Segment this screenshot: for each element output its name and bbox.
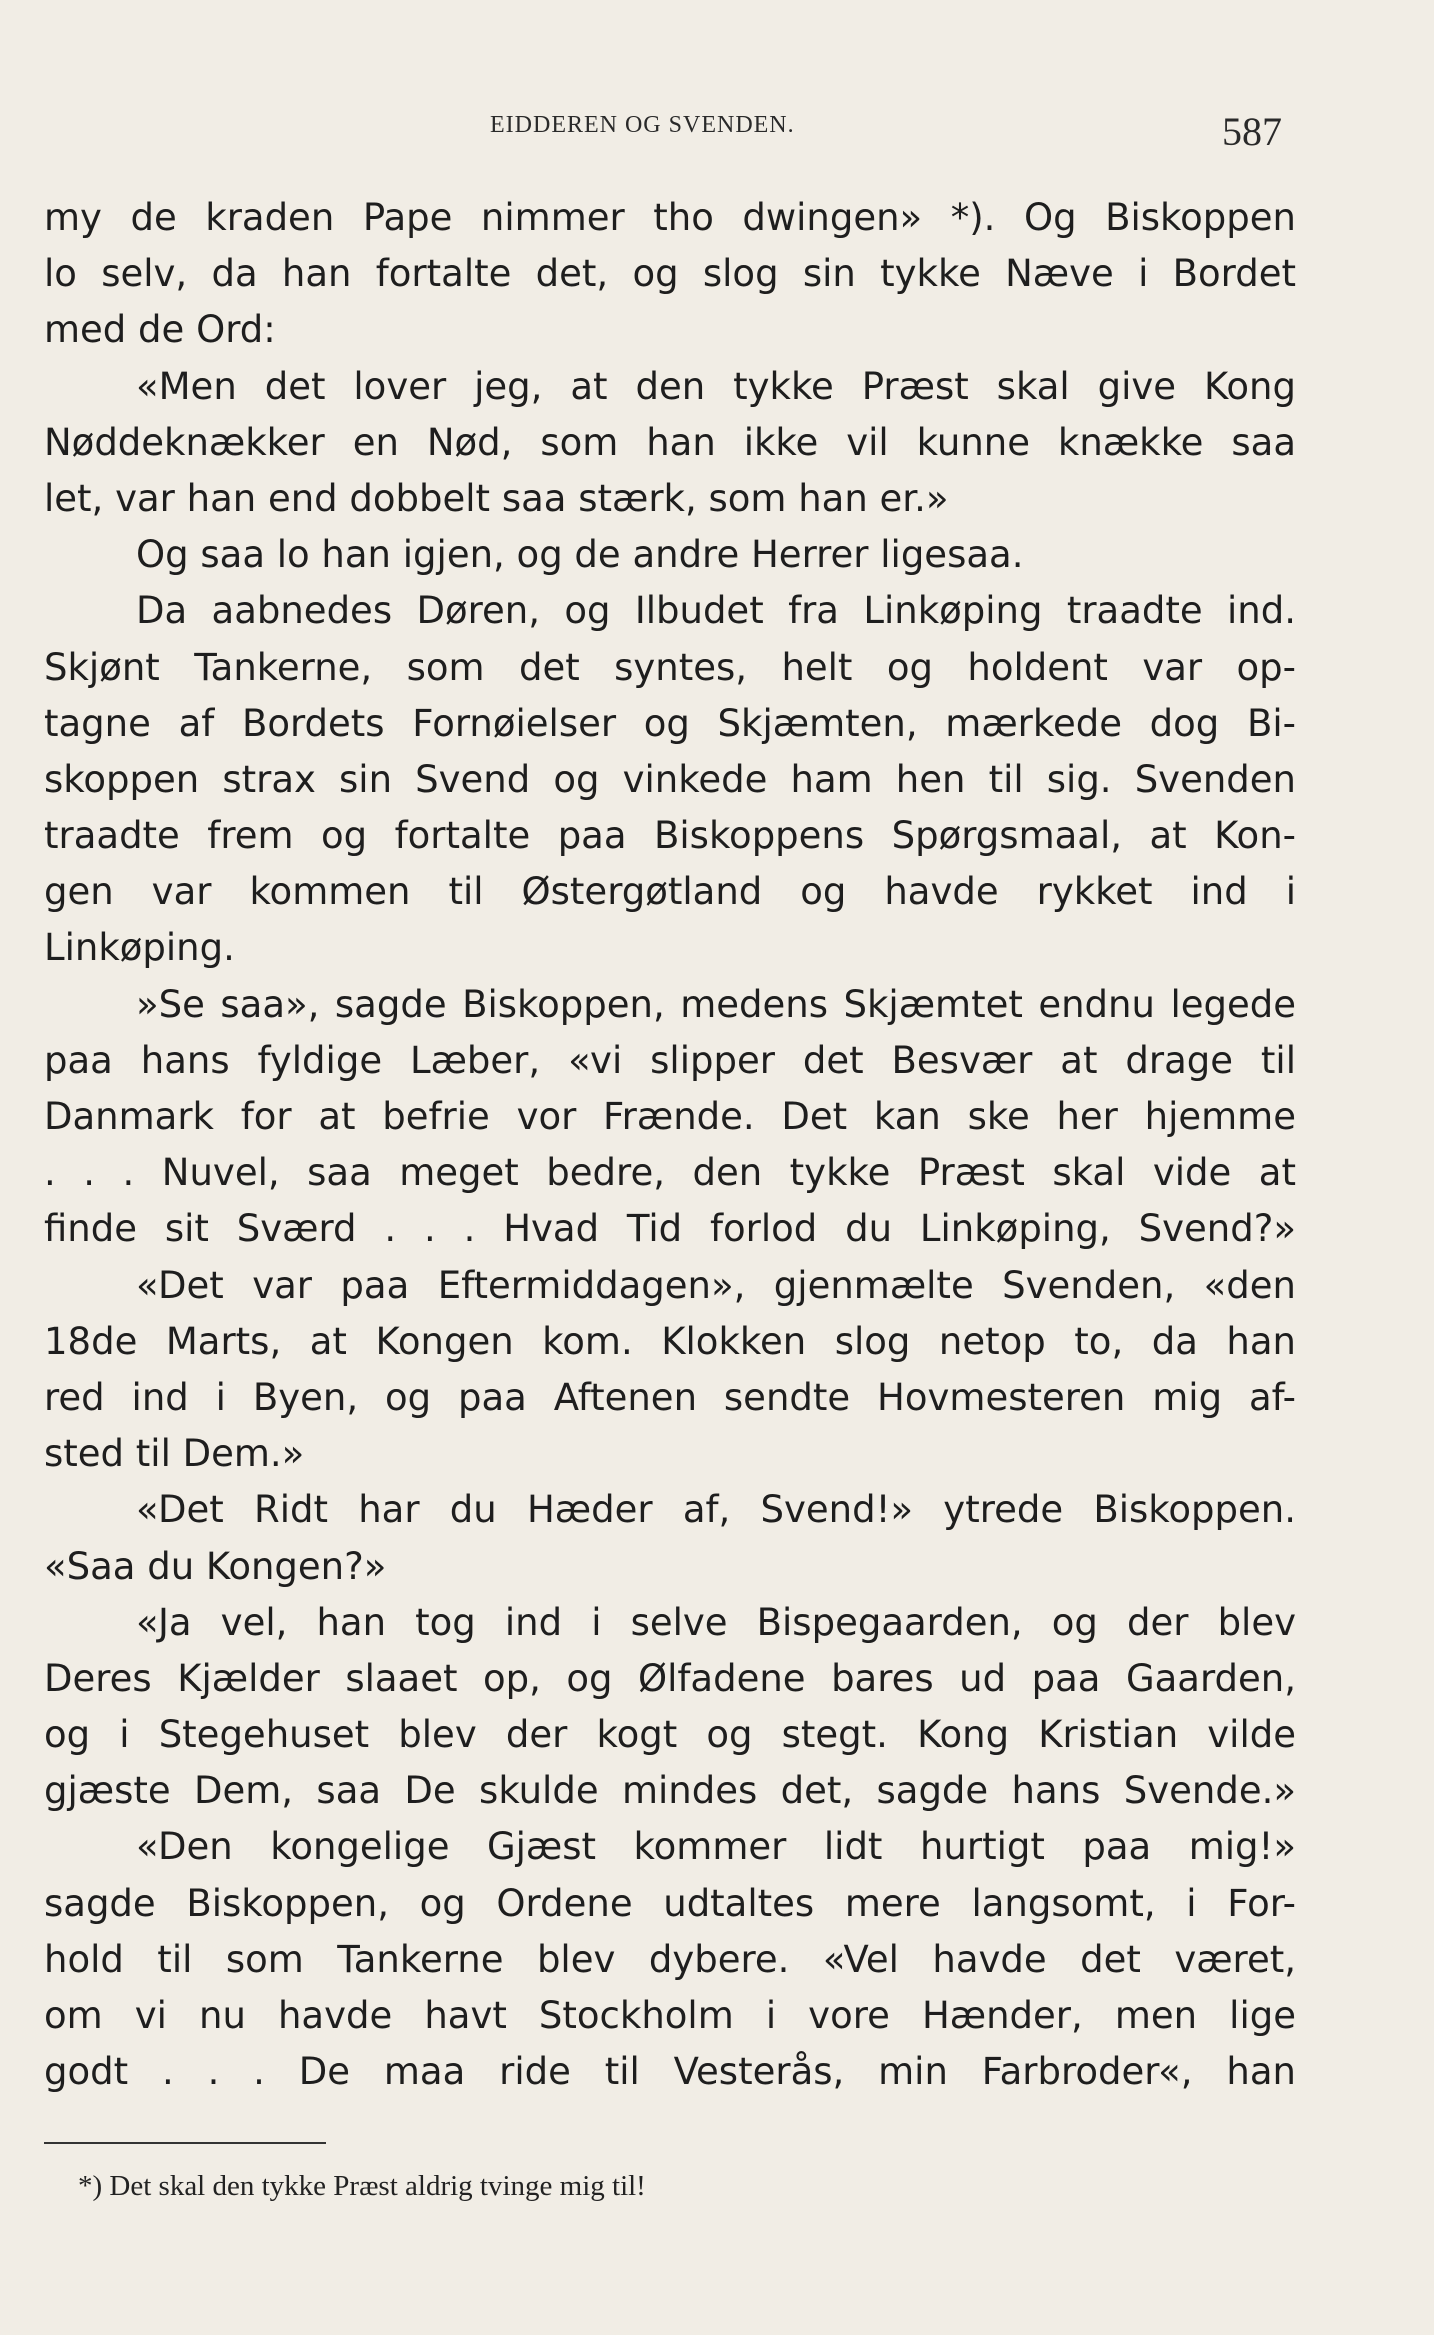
page-number: 587 — [1222, 109, 1282, 154]
text-line: Nøddeknækker en Nød, som han ikke vil kunne knække saa — [44, 420, 1296, 464]
text-line: Og saa lo han igjen, og de andre Herrer ligesaa. — [136, 533, 1024, 577]
text-line: red ind i Byen, og paa Aftenen sendte Hovmesteren mig af- — [44, 1375, 1296, 1419]
text-line: sagde Biskoppen, og Ordene udtaltes mere langsomt, i For- — [44, 1881, 1296, 1925]
running-title: EIDDEREN OG SVENDEN. — [490, 112, 795, 138]
text-line: finde sit Sværd . . . Hvad Tid forlod du Linkøping, Svend?» — [44, 1207, 1296, 1251]
text-line: gjæste Dem, saa De skulde mindes det, sagde hans Svende.» — [44, 1769, 1296, 1813]
text-line: my de kraden Pape nimmer tho dwingen» *). Og Biskoppen — [44, 196, 1296, 239]
text-line: «Men det lover jeg, at den tykke Præst skal give Kong — [136, 364, 1296, 408]
text-line: «Ja vel, han tog ind i selve Bispegaarden, og der blev — [136, 1600, 1296, 1644]
text-line: «Det var paa Eftermiddagen», gjenmælte Svenden, «den — [136, 1263, 1296, 1307]
text-line: tagne af Bordets Fornøielser og Skjæmten, mærkede dog Bi- — [44, 701, 1296, 745]
text-line: paa hans fyldige Læber, «vi slipper det Besvær at drage til — [44, 1038, 1296, 1082]
text-line: med de Ord: — [44, 308, 276, 352]
text-line: Danmark for at befrie vor Frænde. Det kan ske her hjemme — [44, 1095, 1296, 1138]
footnote: *) Det skal den tykke Præst aldrig tvinge mig til! — [78, 2170, 646, 2202]
text-line: . . . Nuvel, saa meget bedre, den tykke Præst skal vide at — [44, 1151, 1296, 1195]
text-line: Skjønt Tankerne, som det syntes, helt og holdent var op- — [44, 645, 1296, 689]
text-line: godt . . . De maa ride til Vesterås, min Farbroder«, han — [44, 2050, 1296, 2094]
text-line: «Det Ridt har du Hæder af, Svend!» ytrede Biskoppen. — [136, 1488, 1296, 1532]
text-line: om vi nu havde havt Stockholm i vore Hænder, men lige — [44, 1994, 1296, 2037]
text-line: skoppen strax sin Svend og vinkede ham hen til sig. Svenden — [44, 757, 1296, 801]
footnote-rule — [44, 2142, 326, 2144]
text-line: »Se saa», sagde Biskoppen, medens Skjæmtet endnu legede — [136, 982, 1296, 1026]
text-line: Linkøping. — [44, 926, 235, 970]
text-line: og i Stegehuset blev der kogt og stegt. Kong Kristian vilde — [44, 1713, 1296, 1757]
text-line: lo selv, da han fortalte det, og slog sin tykke Næve i Bordet — [44, 252, 1296, 296]
text-line: traadte frem og fortalte paa Biskoppens Spørgsmaal, at Kon- — [44, 814, 1296, 858]
body-text — [44, 190, 1296, 2100]
text-line: Da aabnedes Døren, og Ilbudet fra Linkøping traadte ind. — [136, 589, 1296, 633]
text-line: Deres Kjælder slaaet op, og Ølfadene bares ud paa Gaarden, — [44, 1656, 1296, 1700]
text-line: gen var kommen til Østergøtland og havde rykket ind i — [44, 870, 1296, 914]
text-line: «Den kongelige Gjæst kommer lidt hurtigt paa mig!» — [136, 1825, 1296, 1869]
text-line: let, var han end dobbelt saa stærk, som han er.» — [44, 476, 949, 520]
text-line: 18de Marts, at Kongen kom. Klokken slog netop to, da han — [44, 1319, 1296, 1363]
text-line: sted til Dem.» — [44, 1432, 305, 1476]
text-line: hold til som Tankerne blev dybere. «Vel havde det været, — [44, 1937, 1296, 1981]
text-line: «Saa du Kongen?» — [44, 1544, 387, 1588]
